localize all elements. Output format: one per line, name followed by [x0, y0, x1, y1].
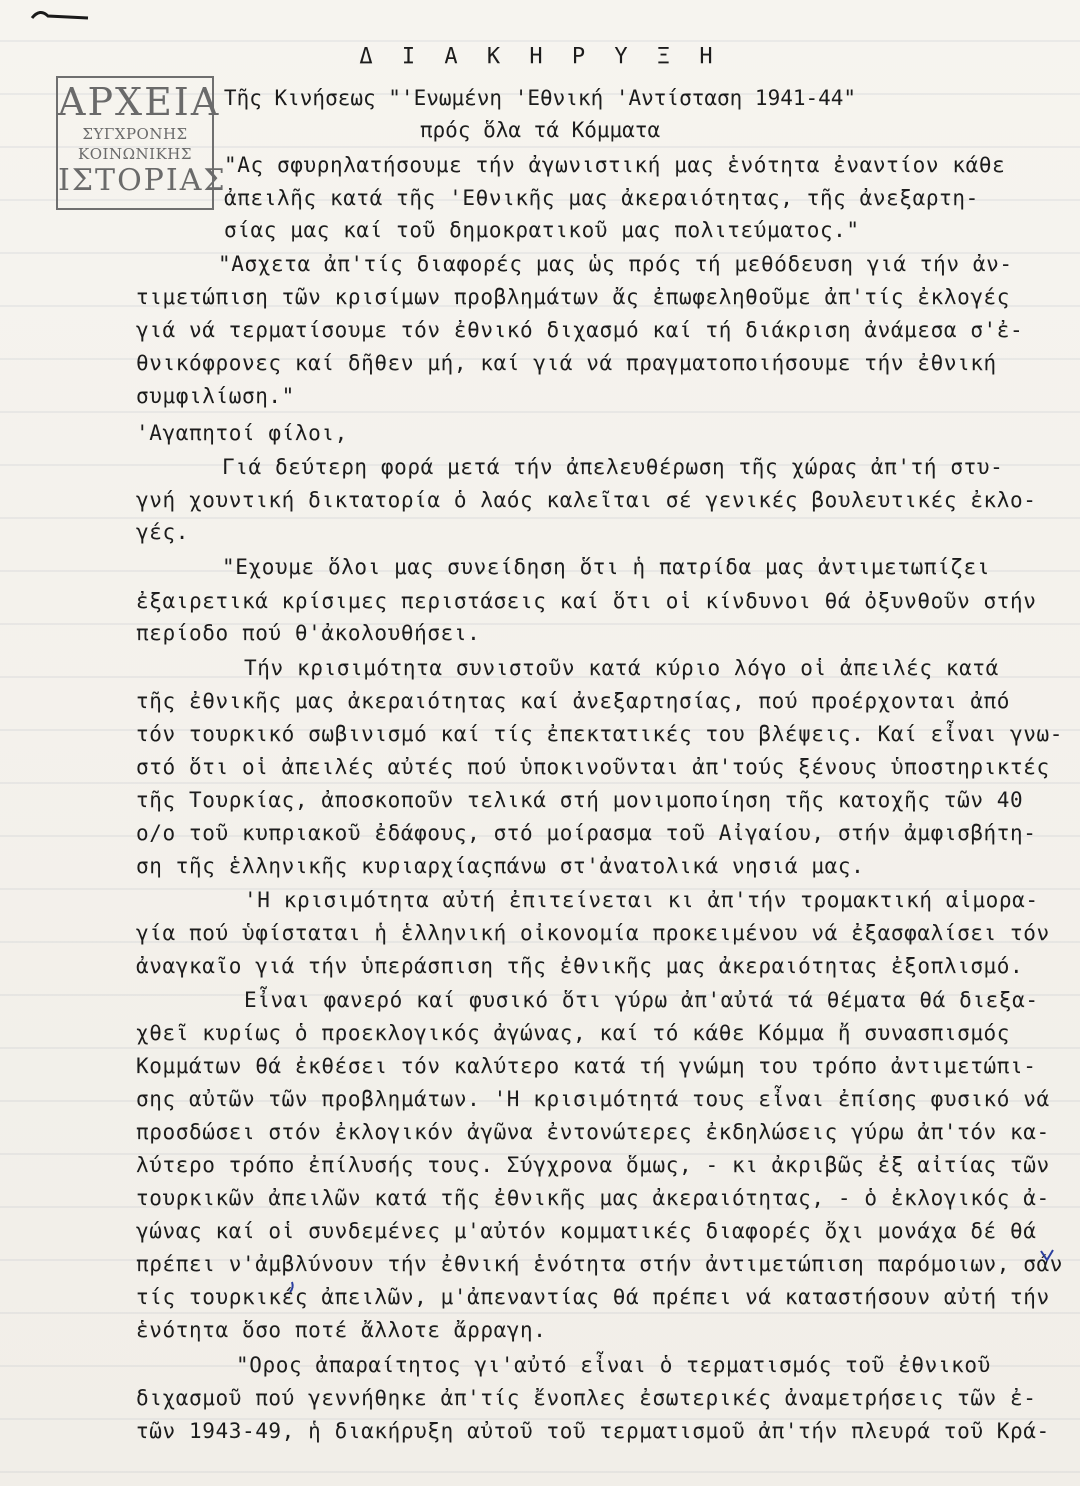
text-line: τῆς ἐθνικῆς μας ἀκεραιότητας καί ἀνεξαρτησίας, πού προέρχονται ἀπό [136, 689, 1011, 713]
text-line: "Εχουμε ὅλοι μας συνείδηση ὅτι ἡ πατρίδα μας ἀντιμετωπίζει [222, 555, 991, 579]
text-line: περίοδο πού θ'ἀκολουθήσει. [136, 621, 481, 645]
document-subtitle-1: Τῆς Κινήσεως "'Ενωμένη 'Εθνική 'Αντίσταση 1941-44" [223, 86, 857, 110]
text-line: ἀπειλῆς κατά τῆς 'Εθνικῆς μας ἀκεραιότητας, τῆς ἀνεξαρτη- [224, 186, 979, 210]
text-line: διχασμοῦ πού γεννήθηκε ἀπ'τίς ἔνοπλες ἐσωτερικές ἀναμετρήσεις τῶν ἐ- [136, 1386, 1037, 1410]
text-line: γνή χουντική δικτατορία ὁ λαός καλεῖται σέ γενικές βουλευτικές ἐκλο- [136, 488, 1037, 512]
text-line: πρέπει ν'ἀμβλύνουν τήν ἐθνική ἑνότητα στήν ἀντιμετώπιση παρόμοιων, σάν [136, 1252, 1064, 1276]
text-line: γές. [136, 520, 189, 544]
text-line: ἐξαιρετικά κρίσιμες περιστάσεις καί ὅτι οἱ κίνδυνοι θά ὀξυνθοῦν στήν [136, 589, 1037, 613]
text-line: τόν τουρκικό σωβινισμό καί τίς ἐπεκτατικές του βλέψεις. Καί εἶναι γνω- [136, 722, 1064, 746]
text-line: "Ορος ἀπαραίτητος γι'αὐτό εἶναι ὁ τερματισμός τοῦ ἐθνικοῦ [236, 1353, 991, 1377]
blue-pen-comma-icon [288, 1280, 296, 1294]
text-line: τουρκικῶν ἀπειλῶν κατά τῆς ἐθνικῆς μας ἀκεραιότητας, - ὁ ἐκλογικός ἀ- [136, 1186, 1050, 1210]
text-line: τίς τουρκικές ἀπειλῶν, μ'ἀπεναντίας θά πρέπει νά καταστήσουν αὐτή τήν [136, 1285, 1050, 1309]
text-line: τιμετώπιση τῶν κρισίμων προβλημάτων ἄς ἐπωφεληθοῦμε ἀπ'τίς ἐκλογές [136, 285, 1011, 309]
text-line: Εἶναι φανερό καί φυσικό ὅτι γύρω ἀπ'αὐτά τά θέματα θά διεξα- [244, 988, 1039, 1012]
document-subtitle-2: πρός ὅλα τά Κόμματα [419, 118, 661, 142]
text-line: σης αὐτῶν τῶν προβλημάτων. 'Η κρισιμότητά τους εἶναι ἐπίσης φυσικό νά [136, 1087, 1050, 1111]
text-line: ἀναγκαῖο γιά τήν ὑπεράσπιση τῆς ἐθνικῆς μας ἀκεραιότητας ἐξοπλισμό. [136, 954, 1024, 978]
stamp-line-4: ΙΣΤΟΡΙΑΣ [58, 163, 227, 198]
text-line: συμφιλίωση." [136, 384, 295, 408]
text-line: Γιά δεύτερη φορά μετά τήν ἀπελευθέρωση τῆς χώρας ἀπ'τή στυ- [222, 455, 1004, 479]
text-line: 'Η κρισιμότητα αὐτή ἐπιτείνεται κι ἀπ'τήν τρομακτική αἱμορα- [244, 888, 1039, 912]
text-line: προσδώσει στόν ἐκλογικόν ἀγῶνα ἐντονώτερες ἐκδηλώσεις γύρω ἀπ'τόν κα- [136, 1120, 1050, 1144]
document-title: Δ Ι Α Κ Η Ρ Υ Ξ Η [359, 44, 721, 69]
text-line: γιά νά τερματίσουμε τόν ἐθνικό διχασμό καί τή διάκριση ἀνάμεσα σ'ἐ- [136, 318, 1024, 342]
text-line: Τήν κρισιμότητα συνιστοῦν κατά κύριο λόγο οἱ ἀπειλές κατά [244, 656, 999, 680]
text-line: "Ας σφυρηλατήσουμε τήν ἀγωνιστική μας ἑνότητα ἐναντίον κάθε [224, 153, 1006, 177]
text-line: τῆς Τουρκίας, ἀποσκοποῦν τελικά στή μονιμοποίηση τῆς κατοχῆς τῶν 40 [136, 788, 1024, 812]
text-line: γώνας καί οἱ συνδεμένες μ'αὐτόν κομματικές διαφορές ὄχι μονάχα δέ θά [136, 1219, 1037, 1243]
stamp-line-1: ΑΡΧΕΙΑ [58, 80, 221, 124]
text-line: ση τῆς ἑλληνικῆς κυριαρχίαςπάνω στ'ἀνατολικά νησιά μας. [136, 854, 865, 878]
text-line: γία πού ὑφίσταται ἡ ἑλληνική οἰκονομία προκειμένου νά ἐξασφαλίσει τόν [136, 921, 1050, 945]
text-line: σίας μας καί τοῦ δημοκρατικοῦ μας πολιτεύματος." [224, 218, 860, 242]
text-line: θνικόφρονες καί δῆθεν μή, καί γιά νά πραγματοποιήσουμε τήν ἐθνική [136, 351, 997, 375]
corner-ink-mark [30, 6, 90, 24]
text-line: τῶν 1943-49, ἡ διακήρυξη αὐτοῦ τοῦ τερματισμοῦ ἀπ'τήν πλευρά τοῦ Κρά- [136, 1419, 1050, 1443]
text-line: 'Αγαπητοί φίλοι, [136, 421, 348, 445]
stamp-line-2: ΣΥΓΧΡΟΝΗΣ [82, 125, 188, 143]
text-line: Κομμάτων θά ἐκθέσει τόν καλύτερο κατά τή γνώμη του τρόπο ἀντιμετώπι- [136, 1054, 1037, 1078]
text-line: "Ασχετα ἀπ'τίς διαφορές μας ὡς πρός τή μεθόδευση γιά τήν ἀν- [218, 252, 1013, 276]
text-line: ἑνότητα ὅσο ποτέ ἄλλοτε ἄρραγη. [136, 1318, 547, 1342]
text-line: ο/ο τοῦ κυπριακοῦ ἐδάφους, στό μοίρασμα τοῦ Αἰγαίου, στήν ἀμφισβήτη- [136, 821, 1037, 845]
blue-pen-check-icon [1040, 1248, 1054, 1262]
text-line: στό ὅτι οἱ ἀπειλές αὐτές πού ὑποκινοῦνται ἀπ'τούς ξένους ὑποστηρικτές [136, 755, 1050, 779]
text-line: χθεῖ κυρίως ὁ προεκλογικός ἀγώνας, καί τό κάθε Κόμμα ἤ συνασπισμός [136, 1021, 1011, 1045]
text-line: λύτερο τρόπο ἐπίλυσής τους. Σύγχρονα ὅμως, - κι ἀκριβῶς ἐξ αἰτίας τῶν [136, 1153, 1050, 1177]
stamp-line-3: ΚΟΙΝΩΝΙΚΗΣ [78, 145, 192, 163]
